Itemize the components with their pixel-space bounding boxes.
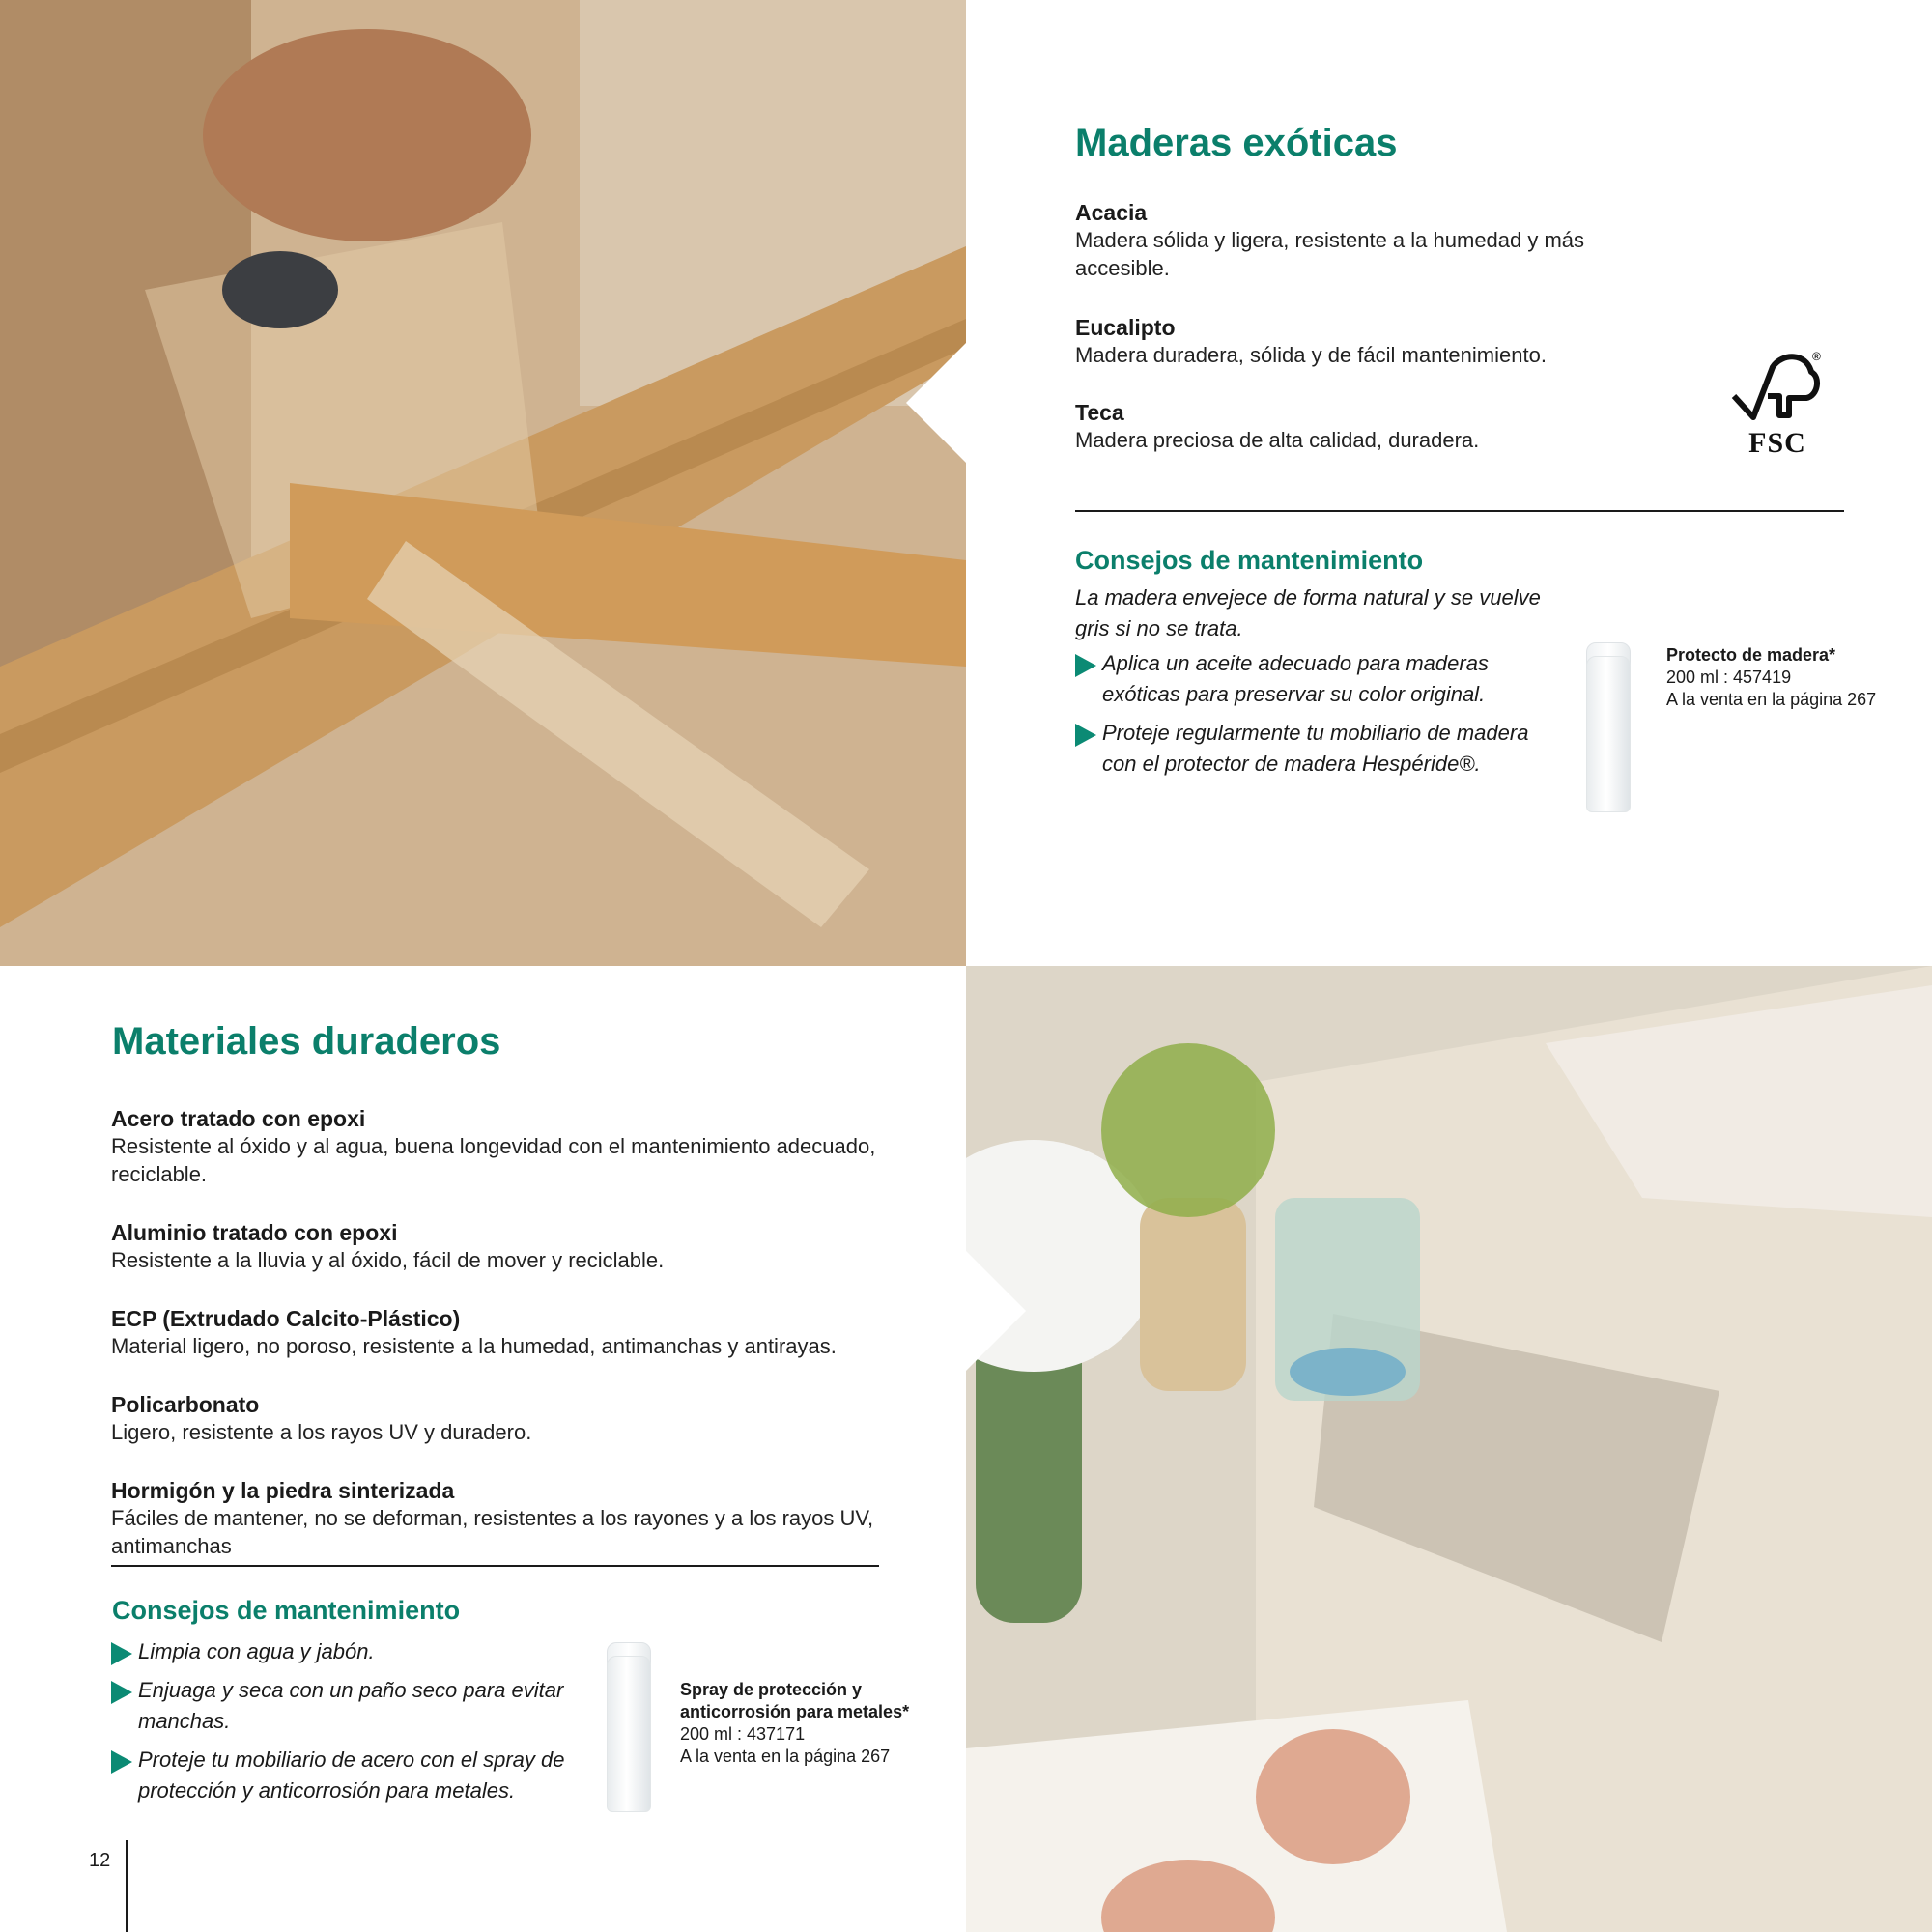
material-item-name: Acero tratado con epoxi — [111, 1106, 366, 1131]
durable-materials-panel — [0, 966, 966, 1932]
arrow-icon — [1075, 724, 1096, 747]
wood-protector-product — [1586, 642, 1915, 811]
fsc-label: FSC — [1748, 427, 1806, 459]
material-item-desc: Ligero, resistente a los rayos UV y duradero. — [111, 1420, 532, 1444]
arrow-icon — [111, 1681, 132, 1704]
tip-item — [111, 1675, 584, 1737]
section-notch — [966, 1251, 1026, 1371]
durable-tips-list — [111, 1636, 584, 1814]
material-item-name: Aluminio tratado con epoxi — [111, 1220, 398, 1245]
wood-item-desc: Madera sólida y ligera, resistente a la humedad y más accesible. — [1075, 228, 1585, 280]
outdoor-table-illustration — [966, 966, 1932, 1932]
tip-text: Enjuaga y seca con un paño seco para evitar manchas. — [138, 1678, 564, 1733]
wood-item — [1075, 199, 1635, 282]
product-availability: A la venta en la página 267 — [1666, 690, 1877, 709]
wood-item — [1075, 399, 1635, 454]
outdoor-table-photo — [966, 966, 1932, 1932]
tip-text: Proteje tu mobiliario de acero con el spray de protección y anticorrosión para metales. — [138, 1747, 565, 1803]
fsc-tree-icon — [1729, 348, 1826, 431]
material-item — [111, 1477, 903, 1560]
page-number: 12 — [89, 1850, 111, 1871]
fsc-logo — [1729, 348, 1826, 464]
section-divider — [111, 1565, 879, 1567]
product-name: Spray de protección y anticorrosión para metales* — [680, 1680, 910, 1721]
material-item-desc: Material ligero, no poroso, resistente a la humedad, antimanchas y antirayas. — [111, 1334, 837, 1358]
tip-text: Aplica un aceite adecuado para maderas exóticas para preservar su color original. — [1102, 651, 1489, 706]
page-number-rule — [126, 1840, 128, 1932]
product-info — [680, 1679, 922, 1768]
tip-item — [111, 1745, 584, 1806]
arrow-icon — [1075, 654, 1096, 677]
material-item — [111, 1105, 903, 1188]
wood-item-name: Teca — [1075, 400, 1124, 425]
fsc-registered-mark: ® — [1812, 350, 1821, 363]
product-name: Protecto de madera* — [1666, 645, 1836, 665]
wood-chair-illustration — [0, 0, 966, 966]
exotic-woods-panel — [966, 0, 1932, 966]
tip-text: Proteje regularmente tu mobiliario de madera con el protector de madera Hespéride®. — [1102, 721, 1529, 776]
material-item-name: Policarbonato — [111, 1392, 260, 1417]
tip-item — [111, 1636, 584, 1667]
spray-bottle-icon — [607, 1656, 651, 1812]
section-divider — [1075, 510, 1844, 512]
wood-item — [1075, 314, 1635, 369]
wood-chair-photo — [0, 0, 966, 966]
wood-item-desc: Madera duradera, sólida y de fácil mantenimiento. — [1075, 343, 1547, 367]
product-info — [1666, 644, 1908, 711]
exotic-tips-intro: La madera envejece de forma natural y se vuelve gris si no se trata. — [1075, 585, 1541, 640]
wood-item-name: Eucalipto — [1075, 315, 1176, 340]
tip-text: Limpia con agua y jabón. — [138, 1639, 375, 1663]
material-item-name: Hormigón y la piedra sinterizada — [111, 1478, 455, 1503]
material-item-desc: Resistente a la lluvia y al óxido, fácil de mover y reciclable. — [111, 1248, 665, 1272]
exotic-tips-list — [1075, 582, 1558, 787]
durable-tips-title: Consejos de mantenimiento — [112, 1596, 461, 1625]
material-item — [111, 1219, 903, 1274]
exotic-woods-title: Maderas exóticas — [1075, 122, 1398, 164]
material-item — [111, 1391, 903, 1446]
metal-spray-product — [607, 1642, 954, 1806]
material-item — [111, 1305, 903, 1360]
product-size: 200 ml : 457419 — [1666, 668, 1792, 687]
spray-bottle-icon — [1586, 656, 1631, 812]
product-availability: A la venta en la página 267 — [680, 1747, 891, 1766]
product-size: 200 ml : 437171 — [680, 1724, 806, 1744]
material-item-name: ECP (Extrudado Calcito-Plástico) — [111, 1306, 461, 1331]
section-notch — [906, 343, 966, 463]
arrow-icon — [111, 1750, 132, 1774]
wood-item-name: Acacia — [1075, 200, 1148, 225]
exotic-tips-title: Consejos de mantenimiento — [1075, 546, 1424, 575]
tip-item — [1075, 718, 1558, 780]
material-item-desc: Resistente al óxido y al agua, buena longevidad con el mantenimiento adecuado, reciclable. — [111, 1134, 876, 1186]
wood-item-desc: Madera preciosa de alta calidad, duradera. — [1075, 428, 1480, 452]
material-item-desc: Fáciles de mantener, no se deforman, resistentes a los rayones y a los rayos UV, antimanchas — [111, 1506, 874, 1558]
arrow-icon — [111, 1642, 132, 1665]
durable-materials-title: Materiales duraderos — [112, 1020, 501, 1063]
tip-item — [1075, 648, 1558, 710]
